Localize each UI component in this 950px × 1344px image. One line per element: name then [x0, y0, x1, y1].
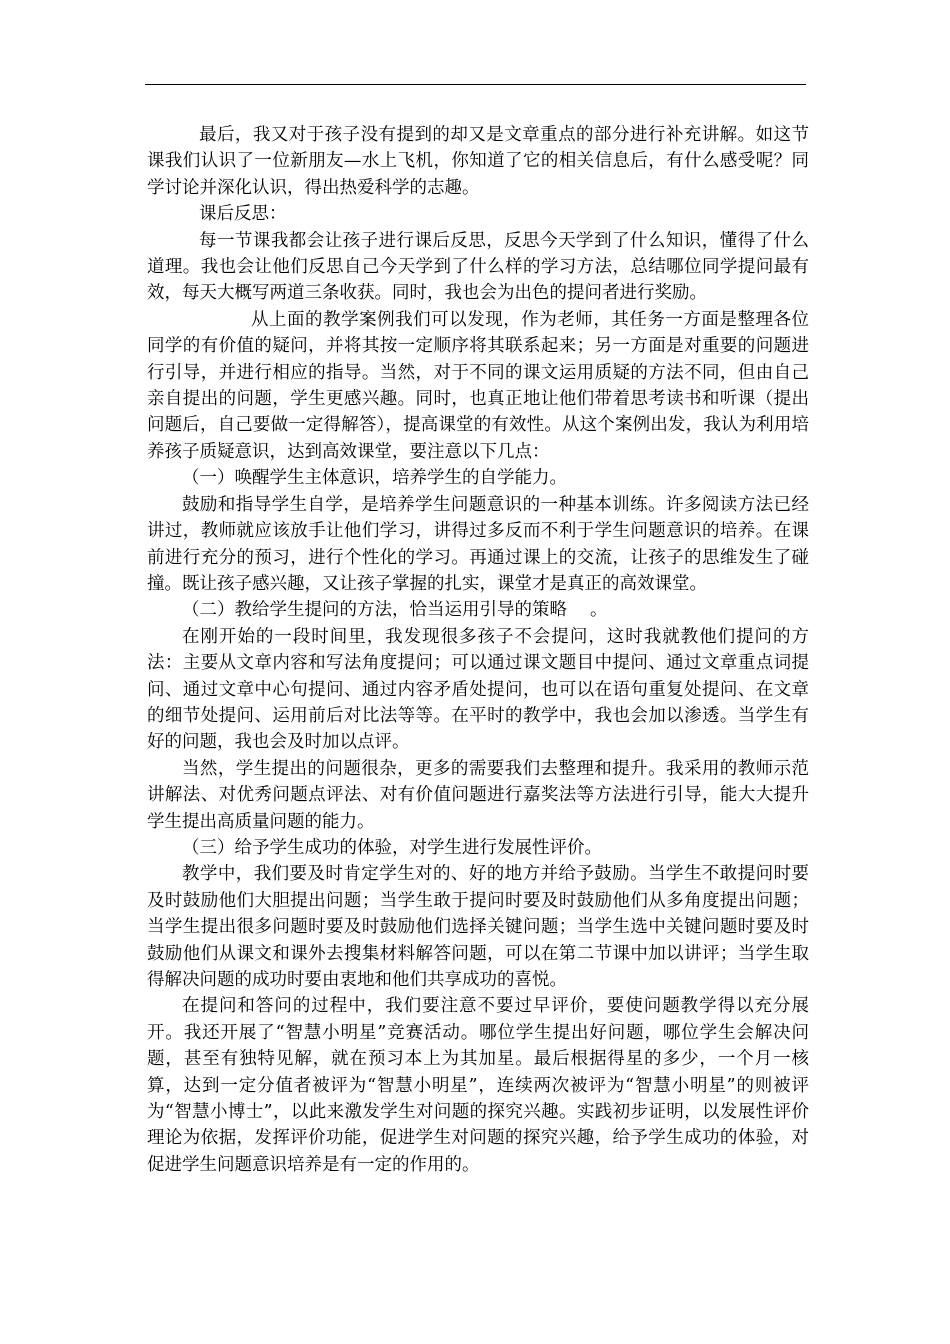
heading-reflection: 课后反思：: [199, 204, 287, 225]
heading-point-2: （二）教给学生提问的方法，恰当运用引导的策略 。: [182, 600, 608, 621]
paragraph-reflection: 每一节课我都会让孩子进行课后反思，反思今天学到了什么知识，懂得了什么道理。我也会让他们反思自己今天学到了什么样的学习方法，总结哪位同学提问最有效，每天大概写两道三条收获。同时，我也会为出色的提问者进行奖励。: [147, 230, 809, 304]
paragraph-case-analysis: 从上面的教学案例我们可以发现，作为老师，其任务一方面是整理各位同学的有价值的疑问，并将其按一定顺序将其联系起来；另一方面是对重要的问题进行引导，并进行相应的指导。当然，对于不同的课文运用质疑的方法不同，但由自己亲自提出的问题，学生更感兴趣。同时，也真正地让他们带着思考读书和听课（提出问题后，自己要做一定得解答），提高课堂的有效性。从这个案例出发，我认为利用培养孩子质疑意识，达到高效课堂，要注意以下几点：: [147, 309, 809, 462]
header-rule: [145, 84, 806, 85]
paragraph-point-2a: 在刚开始的一段时间里，我发现很多孩子不会提问，这时我就教他们提问的方法：主要从文章内容和写法角度提问；可以通过课文题目中提问、通过文章重点词提问、通过文章中心句提问、通过内容矛盾处提问，也可以在语句重复处提问、在文章的细节处提问、运用前后对比法等等。在平时的教学中，我也会加以渗透。当学生有好的问题，我也会及时加以点评。: [147, 626, 809, 753]
paragraph-point-2b: 当然，学生提出的问题很杂，更多的需要我们去整理和提升。我采用的教师示范讲解法、对优秀问题点评法、对有价值问题进行嘉奖法等方法进行引导，能大大提升学生提出高质量问题的能力。: [147, 758, 809, 832]
paragraph-point-3b: 在提问和答问的过程中，我们要注意不要过早评价，要使问题教学得以充分展开。我还开展了“智慧小明星”竞赛活动。哪位学生提出好问题，哪位学生会解决问题，甚至有独特见解，就在预习本上为其加星。最后根据得星的多少，一个月一核算，达到一定分值者被评为“智慧小明星”，连续两次被评为“智慧小明星”的则被评为“智慧小博士”，以此来激发学生对问题的探究兴趣。实践初步证明，以发展性评价理论为依据，发挥评价功能，促进学生对问题的探究兴趣，给予学生成功的体验，对促进学生问题意识培养是有一定的作用的。: [147, 996, 809, 1175]
heading-point-3: （三）给予学生成功的体验，对学生进行发展性评价。: [182, 837, 602, 858]
document-body: [147, 122, 809, 1178]
paragraph-point-1: 鼓励和指导学生自学，是培养学生问题意识的一种基本训练。许多阅读方法已经讲过，教师就应该放手让他们学习，讲得过多反而不利于学生问题意识的培养。在课前进行充分的预习，进行个性化的学习。再通过课上的交流，让孩子的思维发生了碰撞。既让孩子感兴趣，又让孩子掌握的扎实，课堂才是真正的高效课堂。: [147, 494, 809, 594]
paragraph-point-3a: 教学中，我们要及时肯定学生对的、好的地方并给予鼓励。当学生不敢提问时要及时鼓励他们大胆提出问题；当学生敢于提问时要及时鼓励他们从多角度提出问题；当学生提出很多问题时要及时鼓励他们选择关键问题；当学生选中关键问题时要及时鼓励他们从课文和课外去搜集材料解答问题，可以在第二节课中加以讲评；当学生取得解决问题的成功时要由衷地和他们共享成功的喜悦。: [147, 864, 809, 990]
heading-point-1: （一）唤醒学生主体意识，培养学生的自学能力。: [182, 468, 567, 489]
paragraph-closing-explanation: 最后，我又对于孩子没有提到的却又是文章重点的部分进行补充讲解。如这节课我们认识了一位新朋友—水上飞机，你知道了它的相关信息后，有什么感受呢？同学讨论并深化认识，得出热爱科学的志趣。: [147, 125, 809, 198]
